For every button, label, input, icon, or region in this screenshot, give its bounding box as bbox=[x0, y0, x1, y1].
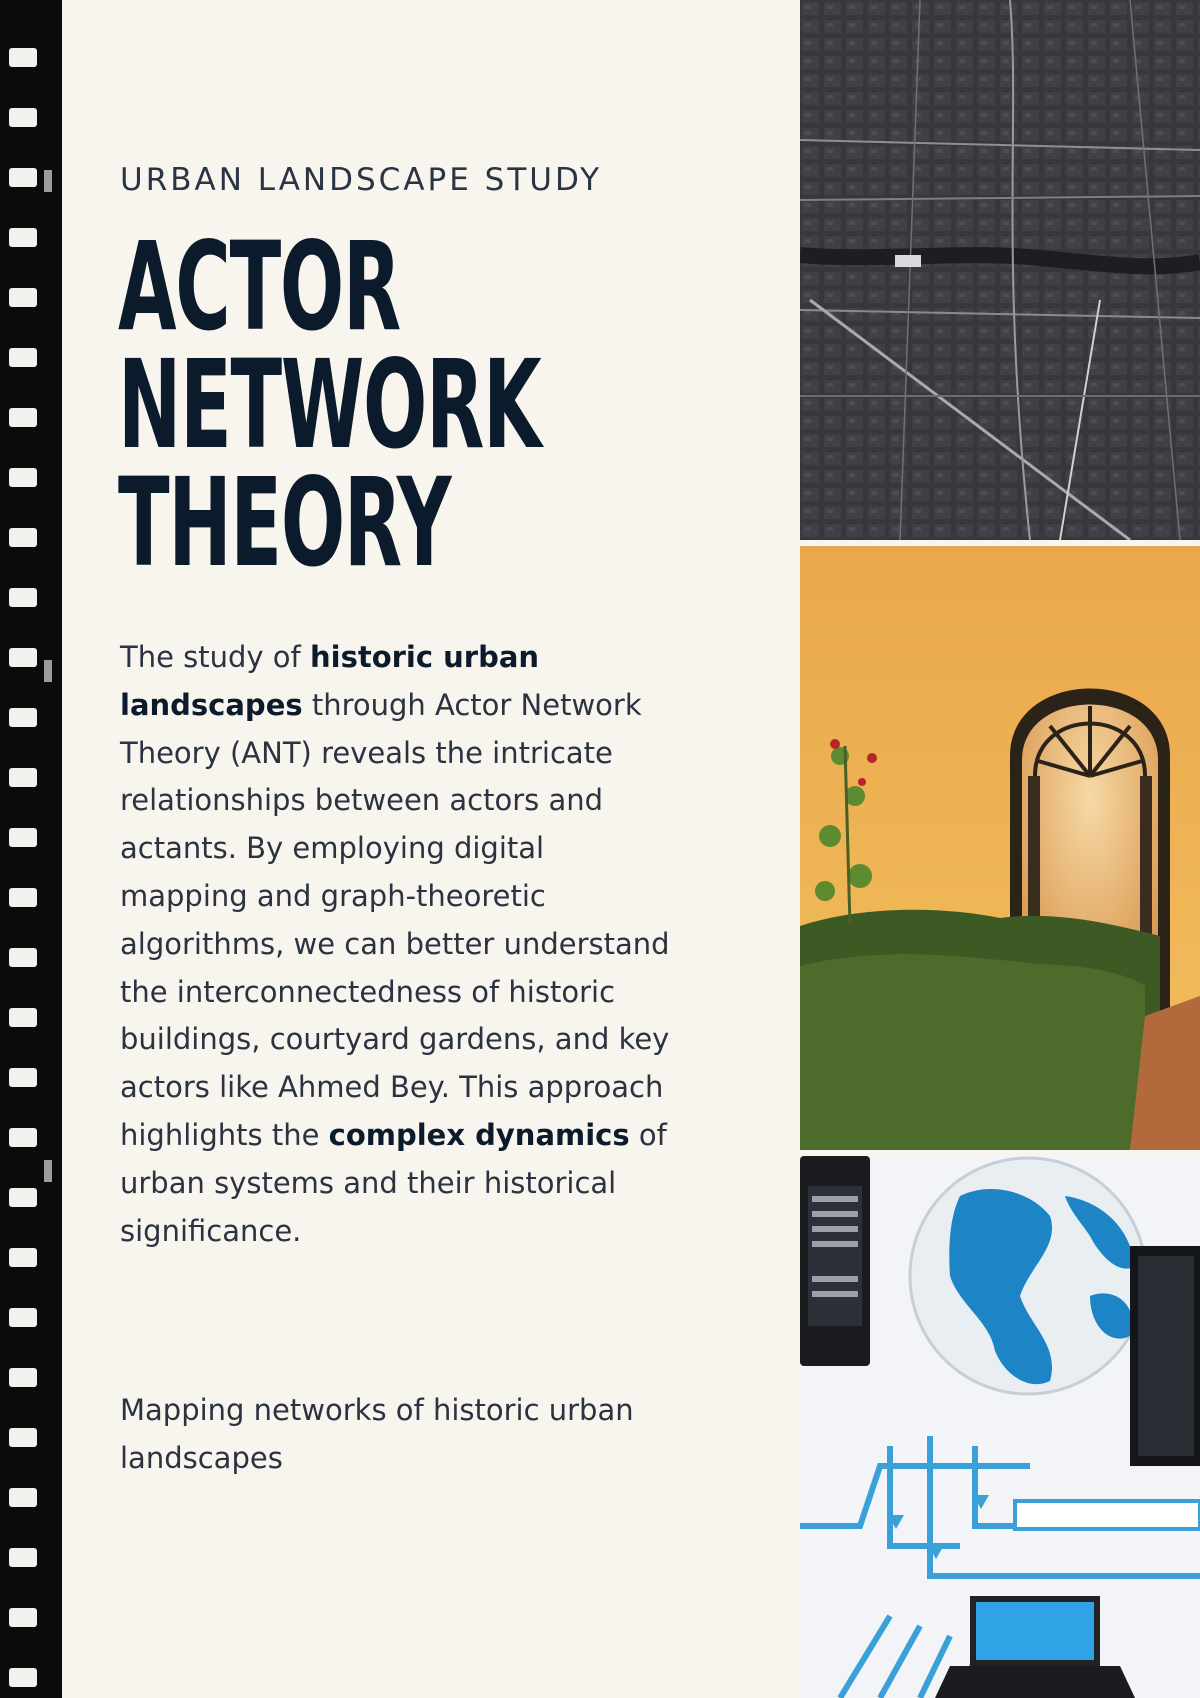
film-sprocket-hole bbox=[9, 1008, 37, 1027]
film-sprocket-hole bbox=[9, 1248, 37, 1267]
film-sprocket-hole bbox=[9, 468, 37, 487]
body-emphasis-1: historic urban landscapes bbox=[120, 640, 540, 722]
film-sprocket-hole bbox=[9, 888, 37, 907]
title-line-3: THEORY bbox=[118, 452, 451, 594]
film-sprocket-hole bbox=[9, 108, 37, 127]
film-sprocket-hole bbox=[9, 228, 37, 247]
film-sprocket-hole bbox=[9, 168, 37, 187]
film-strip-border bbox=[0, 0, 62, 1698]
film-edge-marking bbox=[44, 1160, 52, 1182]
body-text-3: of urban systems and their historical significance. bbox=[120, 1117, 667, 1248]
body-text-1: The study of bbox=[120, 640, 310, 674]
kicker-label: URBAN LANDSCAPE STUDY bbox=[120, 162, 603, 198]
film-sprocket-hole bbox=[9, 588, 37, 607]
film-sprocket-hole bbox=[9, 828, 37, 847]
film-sprocket-hole bbox=[9, 1488, 37, 1507]
film-sprocket-hole bbox=[9, 948, 37, 967]
film-sprocket-hole bbox=[9, 1548, 37, 1567]
body-paragraph bbox=[120, 634, 680, 1255]
courtyard-arch-photo bbox=[800, 546, 1200, 1150]
film-sprocket-hole bbox=[9, 708, 37, 727]
film-sprocket-hole bbox=[9, 348, 37, 367]
page-title bbox=[118, 216, 541, 594]
film-sprocket-hole bbox=[9, 48, 37, 67]
film-sprocket-hole bbox=[9, 1368, 37, 1387]
film-sprocket-hole bbox=[9, 1428, 37, 1447]
film-sprocket-hole bbox=[9, 1188, 37, 1207]
title-line-2: NETWORK bbox=[118, 334, 541, 476]
film-sprocket-hole bbox=[9, 1308, 37, 1327]
network-globe-photo bbox=[800, 1156, 1200, 1698]
film-edge-marking bbox=[44, 660, 52, 682]
title-line-1: ACTOR bbox=[118, 216, 400, 358]
aerial-map-photo bbox=[800, 0, 1200, 540]
film-sprocket-hole bbox=[9, 408, 37, 427]
film-sprocket-hole bbox=[9, 1068, 37, 1087]
film-sprocket-hole bbox=[9, 1128, 37, 1147]
film-sprocket-hole bbox=[9, 1668, 37, 1687]
caption-text: Mapping networks of historic urban landscapes bbox=[120, 1393, 634, 1475]
film-sprocket-hole bbox=[9, 1608, 37, 1627]
film-sprocket-hole bbox=[9, 648, 37, 667]
body-emphasis-2: complex dynamics bbox=[328, 1117, 630, 1152]
film-edge-marking bbox=[44, 170, 52, 192]
body-text-2: through Actor Network Theory (ANT) reveals the intricate relationships between actors and actants. By employing digital mapping and graph-theoretic algorithms, we can better understand the interconnectedness of historic buildings, courtyard gardens, and key actors like Ahmed Bey. This approach highlights the bbox=[120, 687, 670, 1152]
film-sprocket-hole bbox=[9, 768, 37, 787]
film-sprocket-hole bbox=[9, 528, 37, 547]
film-sprocket-hole bbox=[9, 288, 37, 307]
